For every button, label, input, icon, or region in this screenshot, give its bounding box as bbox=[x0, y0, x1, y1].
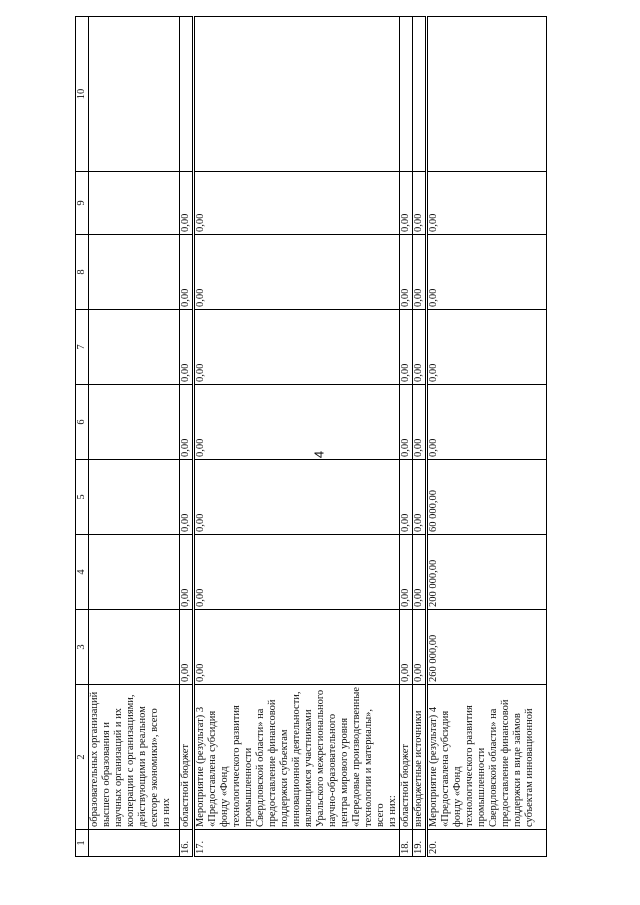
value-col-4: 0,00 bbox=[400, 535, 413, 610]
value-col-10 bbox=[427, 17, 547, 172]
value-col-5: 0,00 bbox=[400, 460, 413, 535]
value-col-10 bbox=[89, 17, 180, 172]
column-number-row bbox=[76, 17, 89, 857]
value-col-4: 200 000,00 bbox=[427, 535, 547, 610]
value-col-10 bbox=[400, 17, 413, 172]
column-header: 8 bbox=[76, 235, 89, 310]
column-header: 10 bbox=[76, 17, 89, 172]
table-row bbox=[413, 17, 427, 857]
value-col-6: 0,00 bbox=[427, 385, 547, 460]
row-name: Мероприятие (результат) 4 «Предоставлена субсидия фонду «Фонд технологического развития промышленности Свердловской области» на предоставление финансовой поддержки в виде займов субъектам инновационной bbox=[427, 685, 547, 830]
column-header: 2 bbox=[76, 685, 89, 830]
value-col-5: 0,00 bbox=[194, 460, 400, 535]
column-header: 3 bbox=[76, 610, 89, 685]
value-col-3: 0,00 bbox=[180, 610, 194, 685]
value-col-6: 0,00 bbox=[180, 385, 194, 460]
row-name bbox=[89, 685, 180, 830]
value-col-7 bbox=[89, 310, 180, 385]
row-number bbox=[89, 830, 180, 857]
value-col-5: 0,00 bbox=[413, 460, 427, 535]
column-header: 5 bbox=[76, 460, 89, 535]
value-col-6: 0,00 bbox=[413, 385, 427, 460]
value-col-4: 0,00 bbox=[180, 535, 194, 610]
row-number: 20. bbox=[427, 830, 547, 857]
value-col-10 bbox=[180, 17, 194, 172]
value-col-7: 0,00 bbox=[180, 310, 194, 385]
value-col-6 bbox=[89, 385, 180, 460]
value-col-6: 0,00 bbox=[400, 385, 413, 460]
value-col-8: 0,00 bbox=[194, 235, 400, 310]
row-name-text: образовательных организаций высшего образования и научных организаций и их кооперации с организациями, действующими в реальном секторе экономики», всего bbox=[89, 691, 160, 827]
value-col-9: 0,00 bbox=[194, 172, 400, 235]
row-subheading: из них bbox=[161, 798, 172, 827]
row-number: 17. bbox=[194, 830, 400, 857]
value-col-5: 0,00 bbox=[180, 460, 194, 535]
table-row bbox=[194, 17, 400, 857]
value-col-8 bbox=[89, 235, 180, 310]
value-col-5 bbox=[89, 460, 180, 535]
value-col-3 bbox=[89, 610, 180, 685]
value-col-5: 60 000,00 bbox=[427, 460, 547, 535]
value-col-10 bbox=[413, 17, 427, 172]
column-header: 9 bbox=[76, 172, 89, 235]
table-row bbox=[427, 17, 547, 857]
page-number: 4 bbox=[311, 450, 327, 459]
value-col-4: 0,00 bbox=[413, 535, 427, 610]
row-subheading: из них: bbox=[387, 795, 398, 827]
column-header: 1 bbox=[76, 830, 89, 857]
value-col-8: 0,00 bbox=[180, 235, 194, 310]
value-col-9: 0,00 bbox=[180, 172, 194, 235]
column-header: 4 bbox=[76, 535, 89, 610]
value-col-10 bbox=[194, 17, 400, 172]
value-col-6: 0,00 bbox=[194, 385, 400, 460]
value-col-9: 0,00 bbox=[400, 172, 413, 235]
table-row bbox=[400, 17, 413, 857]
value-col-8: 0,00 bbox=[427, 235, 547, 310]
column-header: 6 bbox=[76, 385, 89, 460]
value-col-9: 0,00 bbox=[427, 172, 547, 235]
rotated-page-content bbox=[75, 37, 637, 857]
table-row bbox=[89, 17, 180, 857]
value-col-3: 0,00 bbox=[194, 610, 400, 685]
row-number: 18. bbox=[400, 830, 413, 857]
column-header: 7 bbox=[76, 310, 89, 385]
value-col-7: 0,00 bbox=[413, 310, 427, 385]
row-name: внебюджетные источники bbox=[413, 685, 427, 830]
value-col-3: 0,00 bbox=[400, 610, 413, 685]
row-name-text: Мероприятие (результат) 3 «Предоставлена субсидия фонду «Фонд технологического развития промышленности Свердловской области» на предоставление финансовой поддержки субъектам инновационной деятельности, являющимся участниками Уральского межрегионального научно-образовательного центра мирового уровня «Передовые производственные технологии и материалы», всего bbox=[195, 687, 386, 827]
value-col-7: 0,00 bbox=[427, 310, 547, 385]
row-name: областной бюджет bbox=[180, 685, 194, 830]
value-col-7: 0,00 bbox=[194, 310, 400, 385]
table-row bbox=[180, 17, 194, 857]
value-col-9: 0,00 bbox=[413, 172, 427, 235]
value-col-9 bbox=[89, 172, 180, 235]
row-number: 19. bbox=[413, 830, 427, 857]
row-name bbox=[194, 685, 400, 830]
value-col-8: 0,00 bbox=[400, 235, 413, 310]
value-col-8: 0,00 bbox=[413, 235, 427, 310]
value-col-4 bbox=[89, 535, 180, 610]
value-col-7: 0,00 bbox=[400, 310, 413, 385]
row-name: областной бюджет bbox=[400, 685, 413, 830]
value-col-3: 260 000,00 bbox=[427, 610, 547, 685]
value-col-3: 0,00 bbox=[413, 610, 427, 685]
budget-table bbox=[75, 16, 547, 857]
value-col-4: 0,00 bbox=[194, 535, 400, 610]
row-number: 16. bbox=[180, 830, 194, 857]
